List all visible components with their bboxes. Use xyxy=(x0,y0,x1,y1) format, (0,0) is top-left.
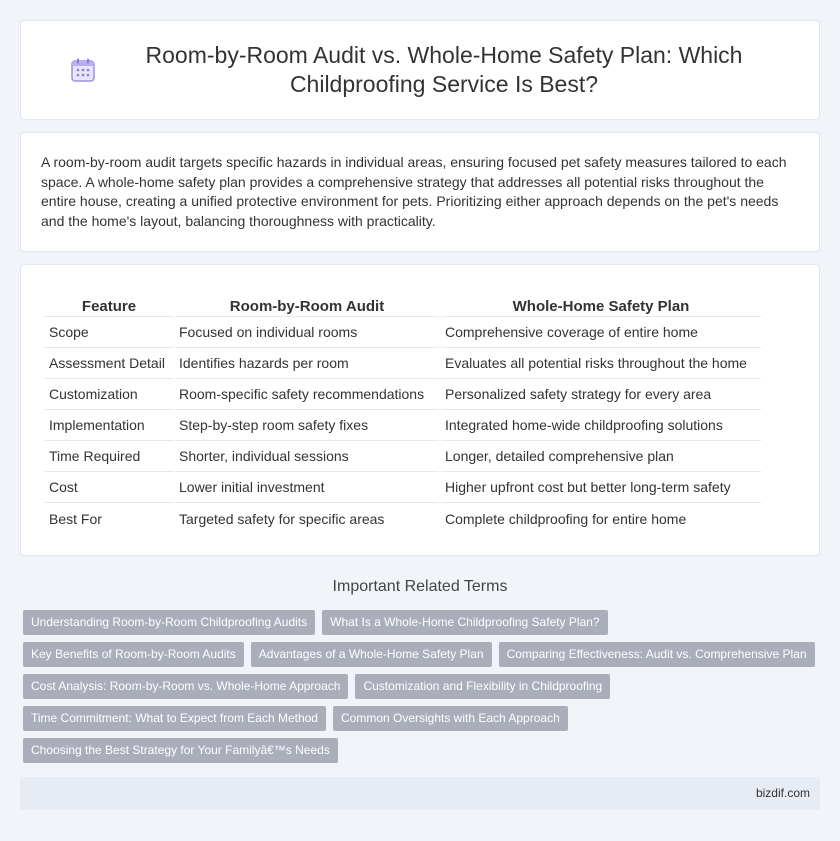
related-term-link[interactable]: Choosing the Best Strategy for Your Familyâ€™s Needs xyxy=(23,738,338,763)
comparison-table-card xyxy=(20,264,820,556)
tag-row xyxy=(23,738,823,763)
calendar-icon xyxy=(70,57,96,83)
related-term-link[interactable]: Understanding Room-by-Room Childproofing Audits xyxy=(23,610,315,635)
site-link[interactable]: bizdif.com xyxy=(755,786,810,800)
table-cell: Integrated home-wide childproofing solutions xyxy=(441,410,761,441)
table-cell: Customization xyxy=(45,379,173,410)
table-cell: Identifies hazards per room xyxy=(175,348,439,379)
related-terms-list xyxy=(23,610,823,770)
table-cell: Targeted safety for specific areas xyxy=(179,510,385,527)
table-row xyxy=(45,503,761,534)
footer xyxy=(20,777,820,810)
intro-text: A room-by-room audit targets specific hazards in individual areas, ensuring focused pet safety measures tailored to each space. A whole-home safety plan provides a comprehensive strategy that addresses all potential risks throughout the entire house, creating a unified protective environment for pets. Prioritizing either approach depends on the pet's needs and the home's layout, balancing thoroughness with practicality. xyxy=(41,154,787,229)
related-term-link[interactable]: Key Benefits of Room-by-Room Audits xyxy=(23,642,244,667)
table-cell: Shorter, individual sessions xyxy=(175,441,439,472)
table-row xyxy=(45,379,761,410)
tag-row xyxy=(23,642,823,667)
related-term-link[interactable]: Cost Analysis: Room-by-Room vs. Whole-Home Approach xyxy=(23,674,348,699)
comparison-table xyxy=(43,295,763,534)
page-title: Room-by-Room Audit vs. Whole-Home Safety Plan: Which Childproofing Service Is Best? xyxy=(145,42,743,97)
related-term-link[interactable]: Time Commitment: What to Expect from Each Method xyxy=(23,706,326,731)
table-cell: Time Required xyxy=(45,441,173,472)
table-cell: Evaluates all potential risks throughout the home xyxy=(441,348,761,379)
table-cell: Cost xyxy=(45,472,173,503)
table-cell: Complete childproofing for entire home xyxy=(445,510,687,527)
header-whole-home: Whole-Home Safety Plan xyxy=(441,295,761,317)
tag-row xyxy=(23,674,823,699)
table-cell: Higher upfront cost but better long-term safety xyxy=(441,472,761,503)
intro-card xyxy=(20,132,820,252)
table-cell: Scope xyxy=(45,317,173,348)
table-cell: Assessment Detail xyxy=(45,348,173,379)
table-cell: Longer, detailed comprehensive plan xyxy=(441,441,761,472)
related-term-link[interactable]: Customization and Flexibility in Childproofing xyxy=(355,674,610,699)
table-cell: Comprehensive coverage of entire home xyxy=(441,317,761,348)
related-term-link[interactable]: Comparing Effectiveness: Audit vs. Comprehensive Plan xyxy=(499,642,815,667)
table-cell: Step-by-step room safety fixes xyxy=(175,410,439,441)
table-cell: Personalized safety strategy for every area xyxy=(441,379,761,410)
header-room-by-room: Room-by-Room Audit xyxy=(175,295,439,317)
table-row xyxy=(45,441,761,472)
table-header-row xyxy=(45,295,761,317)
related-term-link[interactable]: Advantages of a Whole-Home Safety Plan xyxy=(251,642,492,667)
tag-row xyxy=(23,610,823,635)
table-row xyxy=(45,348,761,379)
tag-row xyxy=(23,706,823,731)
table-row xyxy=(45,410,761,441)
related-terms-title: Important Related Terms xyxy=(332,578,508,595)
table-cell: Implementation xyxy=(45,410,173,441)
table-cell: Best For xyxy=(49,510,102,527)
table-cell: Lower initial investment xyxy=(175,472,439,503)
header-feature: Feature xyxy=(45,295,173,317)
header-card xyxy=(20,20,820,120)
table-cell: Focused on individual rooms xyxy=(175,317,439,348)
related-term-link[interactable]: Common Oversights with Each Approach xyxy=(333,706,568,731)
table-row xyxy=(45,472,761,503)
table-cell: Room-specific safety recommendations xyxy=(175,379,439,410)
related-term-link[interactable]: What Is a Whole-Home Childproofing Safety Plan? xyxy=(322,610,607,635)
table-row xyxy=(45,317,761,348)
